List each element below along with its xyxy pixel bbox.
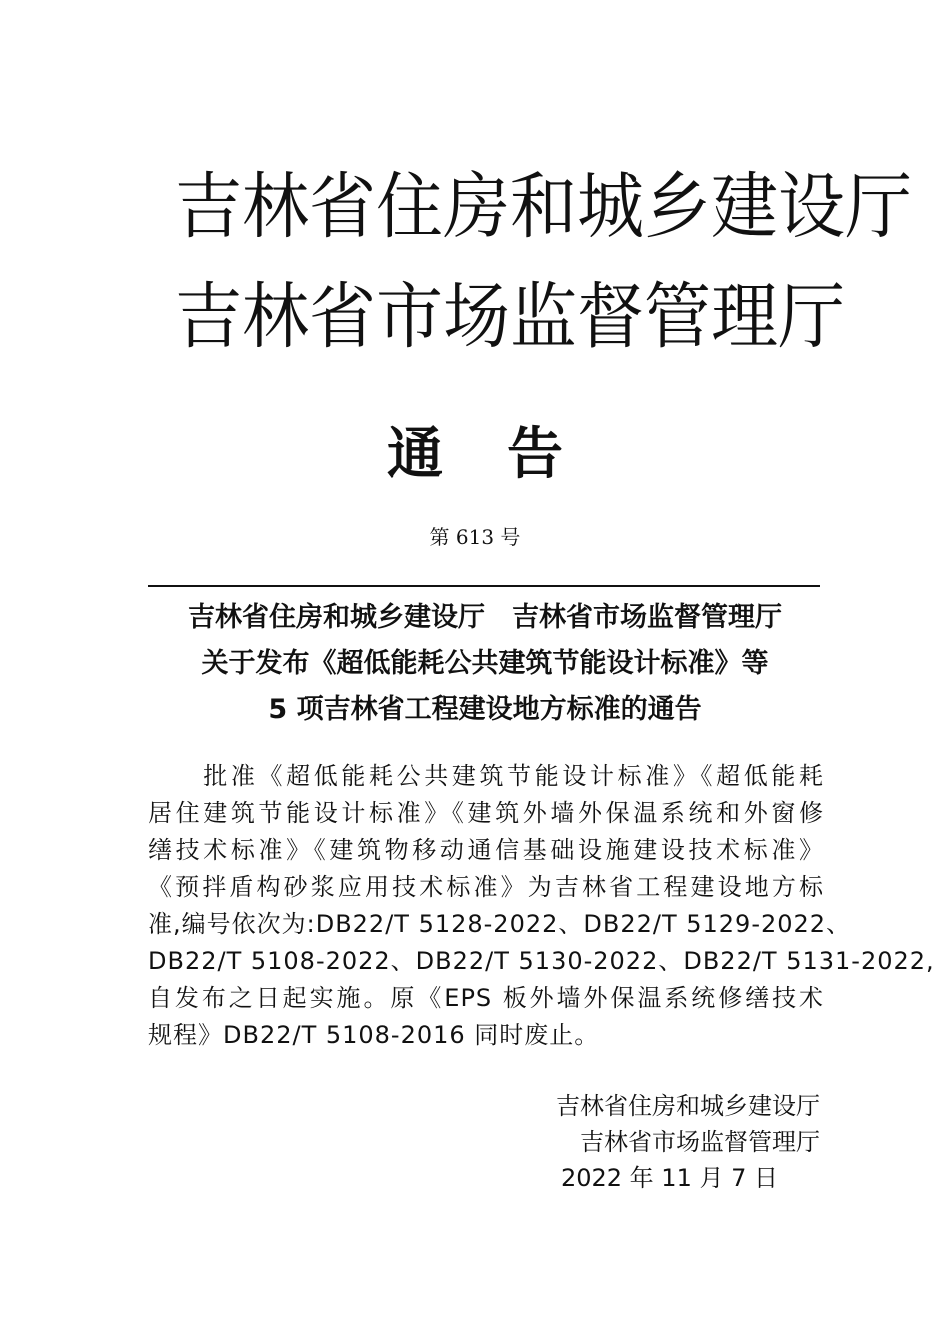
issuer-name-housing-department xyxy=(175,158,912,255)
divider-rule xyxy=(148,585,820,587)
body-line: 自发布之日起实施。原《EPS 板外墙外保温系统修缮技术 xyxy=(148,984,824,1012)
issuer-character: 吉 xyxy=(175,274,242,359)
body-line: 《预拌盾构砂浆应用技术标准》为吉林省工程建设地方标 xyxy=(148,873,824,901)
issuer-character: 市 xyxy=(376,274,443,359)
issuer-character: 林 xyxy=(242,164,309,249)
body-line: 缮技术标准》《建筑物移动通信基础设施建设技术标准》 xyxy=(148,836,824,864)
issuer-character: 督 xyxy=(577,274,644,359)
body-line: 批准《超低能耗公共建筑节能设计标准》《超低能耗 xyxy=(148,762,824,790)
issuer-character: 管 xyxy=(644,274,711,359)
issuer-character: 监 xyxy=(510,274,577,359)
issuer-character: 厅 xyxy=(845,164,912,249)
issuer-character: 设 xyxy=(778,164,845,249)
signature-block xyxy=(480,1088,820,1196)
signature-org-market: 吉林省市场监督管理厅 xyxy=(580,1128,820,1156)
notice-number: 第 613 号 xyxy=(429,525,521,549)
signature-org-housing: 吉林省住房和城乡建设厅 xyxy=(556,1092,820,1120)
body-line: DB22/T 5108-2022、DB22/T 5130-2022、DB22/T 5131-2022, xyxy=(148,947,935,975)
body-line: 规程》DB22/T 5108-2016 同时废止。 xyxy=(148,1021,600,1049)
issuer-character: 省 xyxy=(309,274,376,359)
signature-date: 2022 年 11 月 7 日 xyxy=(560,1164,778,1192)
issuer-character: 建 xyxy=(711,164,778,249)
issuer-character: 房 xyxy=(443,164,510,249)
notice-title: 通告 xyxy=(387,422,627,487)
issuer-character: 乡 xyxy=(644,164,711,249)
issuer-name-market-supervision xyxy=(175,268,845,365)
issuer-character: 和 xyxy=(510,164,577,249)
issuer-character: 场 xyxy=(443,274,510,359)
body-line: 准,编号依次为:DB22/T 5128-2022、DB22/T 5129-2022、 xyxy=(148,910,852,938)
issuer-character: 省 xyxy=(309,164,376,249)
notice-body xyxy=(148,758,935,1054)
notice-heading-line-2: 关于发布《超低能耗公共建筑节能设计标准》等 xyxy=(201,648,769,679)
issuer-character: 城 xyxy=(577,164,644,249)
issuer-character: 吉 xyxy=(175,164,242,249)
notice-heading-line-3: 5 项吉林省工程建设地方标准的通告 xyxy=(268,694,702,725)
issuer-character: 住 xyxy=(376,164,443,249)
body-line: 居住建筑节能设计标准》《建筑外墙外保温系统和外窗修 xyxy=(148,799,824,827)
issuer-character: 林 xyxy=(242,274,309,359)
issuer-character: 厅 xyxy=(778,274,845,359)
notice-heading-line-1: 吉林省住房和城乡建设厅 吉林省市场监督管理厅 xyxy=(188,602,782,633)
issuer-character: 理 xyxy=(711,274,778,359)
